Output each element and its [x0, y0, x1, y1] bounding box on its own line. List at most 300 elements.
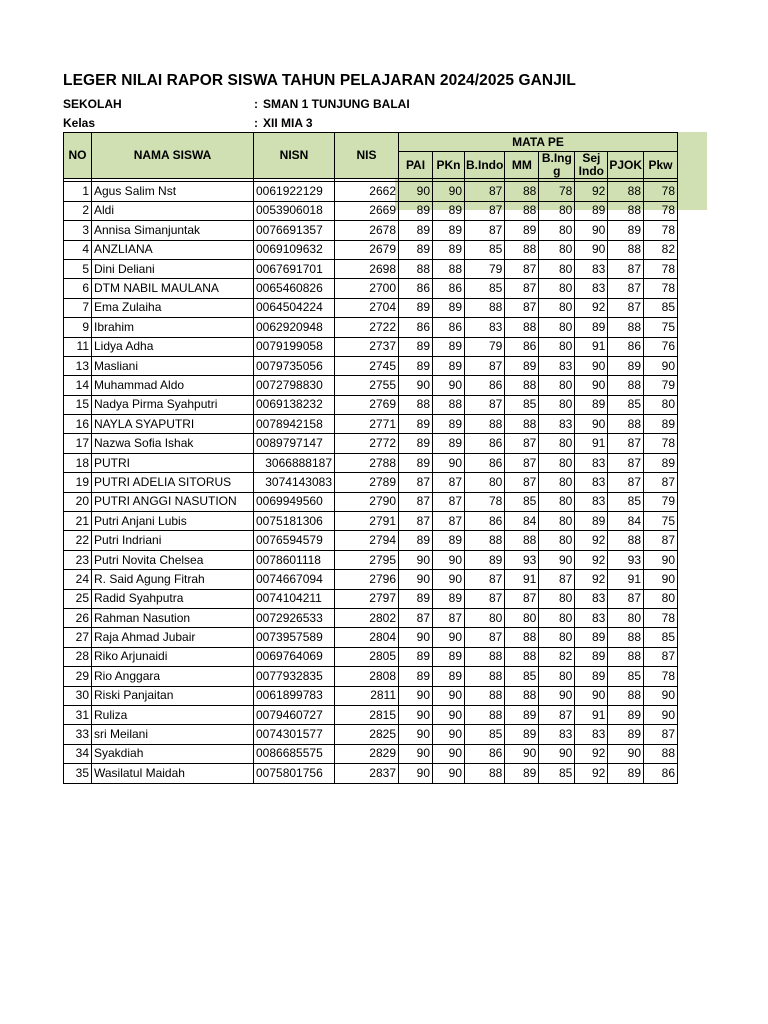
cell-nama: DTM NABIL MAULANA: [92, 279, 254, 298]
cell-score-sejindo: 89: [575, 318, 608, 337]
cell-no: 31: [64, 705, 92, 724]
table-row: [64, 279, 678, 298]
cell-score-mm: 85: [505, 667, 539, 686]
cell-score-pkn: 89: [433, 531, 465, 550]
cell-score-pkn: 89: [433, 240, 465, 259]
cell-score-pkn: 86: [433, 318, 465, 337]
cell-score-sejindo: 90: [575, 240, 608, 259]
cell-score-bingg: 80: [539, 512, 575, 531]
table-row: [64, 705, 678, 724]
cell-nis: 2808: [335, 667, 399, 686]
cell-nama: ANZLIANA: [92, 240, 254, 259]
table-row: [64, 453, 678, 472]
cell-nama: Lidya Adha: [92, 337, 254, 356]
cell-score-pkn: 89: [433, 298, 465, 317]
cell-nisn: 0065460826: [254, 279, 335, 298]
cell-score-pkw: 80: [644, 589, 678, 608]
cell-no: 13: [64, 356, 92, 375]
cell-score-bingg: 80: [539, 667, 575, 686]
cell-nis: 2771: [335, 415, 399, 434]
cell-score-bingg: 80: [539, 434, 575, 453]
cell-score-bingg: 80: [539, 337, 575, 356]
cell-score-bingg: 85: [539, 764, 575, 783]
cell-no: 30: [64, 686, 92, 705]
cell-score-sejindo: 91: [575, 705, 608, 724]
cell-no: 16: [64, 415, 92, 434]
cell-score-mm: 86: [505, 337, 539, 356]
cell-no: 26: [64, 608, 92, 627]
cell-score-bingg: 80: [539, 608, 575, 627]
cell-no: 3: [64, 221, 92, 240]
cell-no: 11: [64, 337, 92, 356]
cell-no: 22: [64, 531, 92, 550]
cell-score-pkw: 78: [644, 201, 678, 220]
cell-score-sejindo: 83: [575, 589, 608, 608]
cell-nisn: 0089797147: [254, 434, 335, 453]
cell-score-mm: 88: [505, 647, 539, 666]
cell-score-bingg: 80: [539, 531, 575, 550]
cell-score-pkn: 89: [433, 337, 465, 356]
table-row: [64, 376, 678, 395]
cell-score-sejindo: 92: [575, 764, 608, 783]
cell-score-pkn: 89: [433, 415, 465, 434]
cell-no: 34: [64, 744, 92, 763]
cell-nama: Annisa Simanjuntak: [92, 221, 254, 240]
table-row: [64, 550, 678, 569]
cell-score-pai: 89: [399, 337, 433, 356]
cell-score-bindo: 88: [465, 764, 505, 783]
cell-score-pkw: 90: [644, 356, 678, 375]
cell-score-pjok: 87: [608, 434, 644, 453]
cell-no: 17: [64, 434, 92, 453]
table-row: [64, 531, 678, 550]
grades-body: [64, 179, 678, 783]
cell-nisn: 0074104211: [254, 589, 335, 608]
table-row: [64, 473, 678, 492]
cell-nisn: 3066888187: [254, 453, 335, 472]
cell-nama: Rahman Nasution: [92, 608, 254, 627]
cell-score-pai: 90: [399, 376, 433, 395]
cell-score-pkw: 85: [644, 298, 678, 317]
cell-score-pai: 90: [399, 686, 433, 705]
cell-score-sejindo: 89: [575, 395, 608, 414]
cell-score-pkn: 89: [433, 356, 465, 375]
cell-nisn: 0078942158: [254, 415, 335, 434]
cell-nama: Ema Zulaiha: [92, 298, 254, 317]
table-row: [64, 764, 678, 783]
cell-score-pkn: 90: [433, 725, 465, 744]
cell-score-sejindo: 89: [575, 667, 608, 686]
cell-score-pkw: 89: [644, 415, 678, 434]
cell-score-pjok: 88: [608, 240, 644, 259]
cell-nis: 2755: [335, 376, 399, 395]
cell-score-sejindo: 83: [575, 473, 608, 492]
cell-nisn: 0074301577: [254, 725, 335, 744]
cell-score-bindo: 87: [465, 395, 505, 414]
cell-score-mm: 87: [505, 298, 539, 317]
cell-score-bingg: 80: [539, 473, 575, 492]
cell-score-bingg: 90: [539, 550, 575, 569]
cell-score-bindo: 87: [465, 356, 505, 375]
cell-score-mm: 85: [505, 492, 539, 511]
cell-score-pjok: 89: [608, 221, 644, 240]
cell-score-pai: 90: [399, 570, 433, 589]
cell-nis: 2789: [335, 473, 399, 492]
cell-score-pkn: 90: [433, 570, 465, 589]
cell-score-pkw: 82: [644, 240, 678, 259]
cell-nama: Riski Panjaitan: [92, 686, 254, 705]
header-nama: NAMA SISWA: [92, 133, 254, 179]
cell-nis: 2791: [335, 512, 399, 531]
cell-no: 28: [64, 647, 92, 666]
cell-nama: Putri Anjani Lubis: [92, 512, 254, 531]
cell-score-bindo: 86: [465, 512, 505, 531]
cell-nis: 2678: [335, 221, 399, 240]
cell-score-mm: 88: [505, 628, 539, 647]
header-mata-pelajaran: MATA PE: [399, 133, 678, 152]
cell-score-pjok: 88: [608, 628, 644, 647]
cell-nis: 2700: [335, 279, 399, 298]
cell-no: 7: [64, 298, 92, 317]
cell-score-sejindo: 89: [575, 512, 608, 531]
cell-score-bindo: 78: [465, 492, 505, 511]
cell-score-pkn: 89: [433, 589, 465, 608]
cell-nis: 2662: [335, 182, 399, 201]
cell-score-pjok: 88: [608, 182, 644, 201]
cell-nama: Masliani: [92, 356, 254, 375]
cell-nisn: 0069138232: [254, 395, 335, 414]
cell-nis: 2704: [335, 298, 399, 317]
cell-nis: 2737: [335, 337, 399, 356]
cell-score-pkw: 78: [644, 434, 678, 453]
cell-nis: 2797: [335, 589, 399, 608]
cell-nis: 2795: [335, 550, 399, 569]
cell-score-pjok: 89: [608, 705, 644, 724]
cell-nama: R. Said Agung Fitrah: [92, 570, 254, 589]
cell-nama: Muhammad Aldo: [92, 376, 254, 395]
cell-no: 29: [64, 667, 92, 686]
cell-nama: PUTRI ANGGI NASUTION: [92, 492, 254, 511]
cell-score-pjok: 89: [608, 356, 644, 375]
cell-nisn: 0079735056: [254, 356, 335, 375]
cell-nisn: 0073957589: [254, 628, 335, 647]
cell-score-pkw: 90: [644, 705, 678, 724]
cell-score-pjok: 87: [608, 589, 644, 608]
cell-score-mm: 88: [505, 415, 539, 434]
cell-score-bindo: 87: [465, 201, 505, 220]
cell-score-pai: 90: [399, 744, 433, 763]
cell-score-sejindo: 83: [575, 259, 608, 278]
cell-nama: Putri Novita Chelsea: [92, 550, 254, 569]
cell-nama: Dini Deliani: [92, 259, 254, 278]
cell-score-bindo: 87: [465, 182, 505, 201]
cell-score-bindo: 85: [465, 240, 505, 259]
cell-nisn: 0074667094: [254, 570, 335, 589]
table-row: [64, 647, 678, 666]
table-row: [64, 221, 678, 240]
header-subject-pjok: PJOK: [608, 152, 644, 179]
table-row: [64, 318, 678, 337]
cell-score-bindo: 79: [465, 337, 505, 356]
cell-score-pai: 90: [399, 725, 433, 744]
cell-score-mm: 85: [505, 395, 539, 414]
table-row: [64, 628, 678, 647]
cell-score-pjok: 93: [608, 550, 644, 569]
cell-score-sejindo: 91: [575, 434, 608, 453]
cell-no: 14: [64, 376, 92, 395]
cell-nisn: 0077932835: [254, 667, 335, 686]
cell-nisn: 0067691701: [254, 259, 335, 278]
cell-score-bindo: 88: [465, 686, 505, 705]
cell-score-bindo: 88: [465, 705, 505, 724]
cell-nisn: 0076691357: [254, 221, 335, 240]
cell-nisn: 0069764069: [254, 647, 335, 666]
cell-nisn: 0053906018: [254, 201, 335, 220]
cell-score-mm: 80: [505, 608, 539, 627]
cell-nisn: 0086685575: [254, 744, 335, 763]
cell-score-sejindo: 89: [575, 628, 608, 647]
cell-score-pai: 90: [399, 705, 433, 724]
cell-score-pkn: 90: [433, 705, 465, 724]
cell-score-pkw: 78: [644, 182, 678, 201]
cell-score-pai: 90: [399, 182, 433, 201]
cell-score-bingg: 80: [539, 628, 575, 647]
cell-score-pjok: 89: [608, 725, 644, 744]
cell-score-bindo: 86: [465, 376, 505, 395]
cell-nama: Syakdiah: [92, 744, 254, 763]
cell-score-mm: 87: [505, 453, 539, 472]
cell-no: 2: [64, 201, 92, 220]
cell-nisn: 0069109632: [254, 240, 335, 259]
table-row: [64, 298, 678, 317]
cell-no: 24: [64, 570, 92, 589]
cell-nisn: 0076594579: [254, 531, 335, 550]
cell-score-sejindo: 83: [575, 608, 608, 627]
cell-nis: 2772: [335, 434, 399, 453]
header-subject-bindo: B.Indo: [465, 152, 505, 179]
cell-score-pai: 89: [399, 415, 433, 434]
cell-score-pkw: 75: [644, 318, 678, 337]
cell-nisn: 0069949560: [254, 492, 335, 511]
cell-score-mm: 88: [505, 240, 539, 259]
header-subject-pkn: PKn: [433, 152, 465, 179]
cell-score-pkn: 89: [433, 667, 465, 686]
cell-no: 21: [64, 512, 92, 531]
header-nisn: NISN: [254, 133, 335, 179]
cell-score-sejindo: 89: [575, 201, 608, 220]
cell-no: 19: [64, 473, 92, 492]
cell-score-pkn: 87: [433, 473, 465, 492]
cell-score-mm: 89: [505, 725, 539, 744]
cell-nama: Putri Indriani: [92, 531, 254, 550]
page-title: LEGER NILAI RAPOR SISWA TAHUN PELAJARAN 2024/2025 GANJIL: [63, 72, 576, 89]
cell-score-bingg: 80: [539, 298, 575, 317]
cell-nama: PUTRI: [92, 453, 254, 472]
cell-score-pkw: 78: [644, 608, 678, 627]
cell-nisn: 0072798830: [254, 376, 335, 395]
cell-nis: 2829: [335, 744, 399, 763]
table-row: [64, 415, 678, 434]
cell-no: 4: [64, 240, 92, 259]
cell-score-bingg: 80: [539, 318, 575, 337]
cell-score-bindo: 88: [465, 531, 505, 550]
table-row: [64, 356, 678, 375]
cell-score-bingg: 83: [539, 415, 575, 434]
cell-nama: Nazwa Sofia Ishak: [92, 434, 254, 453]
cell-nama: Wasilatul Maidah: [92, 764, 254, 783]
cell-score-bingg: 80: [539, 240, 575, 259]
cell-nis: 2802: [335, 608, 399, 627]
cell-score-pai: 86: [399, 318, 433, 337]
cell-score-bingg: 83: [539, 356, 575, 375]
table-row: [64, 725, 678, 744]
cell-nis: 2796: [335, 570, 399, 589]
cell-score-mm: 90: [505, 744, 539, 763]
cell-score-pkw: 90: [644, 550, 678, 569]
cell-score-pai: 86: [399, 279, 433, 298]
cell-score-pjok: 87: [608, 259, 644, 278]
cell-nis: 2805: [335, 647, 399, 666]
cell-score-pai: 89: [399, 240, 433, 259]
cell-score-bingg: 80: [539, 453, 575, 472]
cell-nis: 2804: [335, 628, 399, 647]
cell-score-pkn: 88: [433, 395, 465, 414]
cell-score-pjok: 88: [608, 686, 644, 705]
cell-score-bingg: 78: [539, 182, 575, 201]
cell-score-bindo: 88: [465, 298, 505, 317]
cell-nama: Aldi: [92, 201, 254, 220]
cell-score-pjok: 88: [608, 531, 644, 550]
cell-score-pjok: 88: [608, 376, 644, 395]
cell-nis: 2811: [335, 686, 399, 705]
cell-score-bingg: 80: [539, 279, 575, 298]
cell-score-pkw: 89: [644, 453, 678, 472]
table-row: [64, 589, 678, 608]
cell-score-pjok: 89: [608, 764, 644, 783]
cell-score-pjok: 86: [608, 337, 644, 356]
header-subject-bing: B.Ing g: [539, 152, 575, 179]
cell-score-pkw: 87: [644, 531, 678, 550]
cell-nis: 2722: [335, 318, 399, 337]
cell-nis: 2825: [335, 725, 399, 744]
cell-score-pkw: 80: [644, 395, 678, 414]
cell-score-pai: 89: [399, 434, 433, 453]
table-row: [64, 570, 678, 589]
cell-nama: sri Meilani: [92, 725, 254, 744]
cell-nis: 2669: [335, 201, 399, 220]
table-row: [64, 686, 678, 705]
cell-score-mm: 88: [505, 201, 539, 220]
cell-nama: Radid Syahputra: [92, 589, 254, 608]
cell-score-sejindo: 90: [575, 686, 608, 705]
cell-no: 23: [64, 550, 92, 569]
cell-score-pai: 89: [399, 221, 433, 240]
cell-score-bingg: 80: [539, 259, 575, 278]
cell-score-pai: 87: [399, 492, 433, 511]
cell-score-pkw: 76: [644, 337, 678, 356]
cell-no: 33: [64, 725, 92, 744]
cell-nama: Rio Anggara: [92, 667, 254, 686]
cell-nis: 2679: [335, 240, 399, 259]
cell-score-mm: 88: [505, 376, 539, 395]
cell-score-bingg: 80: [539, 201, 575, 220]
table-row: [64, 395, 678, 414]
cell-score-mm: 87: [505, 473, 539, 492]
class-label: Kelas: [63, 116, 96, 130]
cell-score-pjok: 91: [608, 570, 644, 589]
table-row: [64, 492, 678, 511]
cell-score-pjok: 85: [608, 395, 644, 414]
cell-score-sejindo: 92: [575, 744, 608, 763]
cell-score-pkw: 90: [644, 686, 678, 705]
cell-nisn: 0078601118: [254, 550, 335, 569]
cell-score-bindo: 89: [465, 550, 505, 569]
cell-score-pkw: 79: [644, 492, 678, 511]
header-no: NO: [64, 133, 92, 179]
cell-score-pai: 90: [399, 550, 433, 569]
cell-score-pjok: 84: [608, 512, 644, 531]
cell-score-bindo: 86: [465, 434, 505, 453]
cell-no: 9: [64, 318, 92, 337]
cell-nama: Ruliza: [92, 705, 254, 724]
class-colon: :: [254, 116, 258, 130]
cell-nama: Nadya Pirma Syahputri: [92, 395, 254, 414]
cell-score-bindo: 86: [465, 744, 505, 763]
table-row: [64, 608, 678, 627]
cell-score-sejindo: 92: [575, 570, 608, 589]
cell-score-bindo: 80: [465, 608, 505, 627]
cell-score-sejindo: 92: [575, 531, 608, 550]
cell-nama: PUTRI ADELIA SITORUS: [92, 473, 254, 492]
table-row: [64, 182, 678, 201]
header-subject-sejindo: Sej Indo: [575, 152, 608, 179]
cell-score-bingg: 80: [539, 395, 575, 414]
cell-score-pai: 89: [399, 453, 433, 472]
table-row: [64, 337, 678, 356]
cell-nisn: 0064504224: [254, 298, 335, 317]
cell-score-pai: 89: [399, 298, 433, 317]
cell-score-pai: 89: [399, 201, 433, 220]
cell-nis: 2837: [335, 764, 399, 783]
cell-score-pkn: 87: [433, 492, 465, 511]
class-value: XII MIA 3: [263, 116, 313, 130]
cell-score-pkn: 90: [433, 686, 465, 705]
cell-score-pjok: 90: [608, 744, 644, 763]
cell-score-pjok: 80: [608, 608, 644, 627]
cell-nisn: 0061922129: [254, 182, 335, 201]
cell-score-pkn: 90: [433, 628, 465, 647]
cell-score-bingg: 87: [539, 570, 575, 589]
cell-nis: 2790: [335, 492, 399, 511]
cell-nama: Ibrahim: [92, 318, 254, 337]
cell-score-pkn: 90: [433, 182, 465, 201]
cell-nisn: 0079199058: [254, 337, 335, 356]
header-subject-mm: MM: [505, 152, 539, 179]
cell-nis: 2788: [335, 453, 399, 472]
cell-score-pkn: 90: [433, 764, 465, 783]
cell-score-pkw: 78: [644, 221, 678, 240]
cell-score-mm: 87: [505, 259, 539, 278]
cell-score-pkn: 89: [433, 221, 465, 240]
cell-score-pkn: 90: [433, 376, 465, 395]
cell-nisn: 0075181306: [254, 512, 335, 531]
cell-score-mm: 87: [505, 434, 539, 453]
cell-nis: 2745: [335, 356, 399, 375]
table-row: [64, 434, 678, 453]
cell-score-pai: 88: [399, 259, 433, 278]
cell-nisn: 0072926533: [254, 608, 335, 627]
cell-score-pkw: 85: [644, 628, 678, 647]
